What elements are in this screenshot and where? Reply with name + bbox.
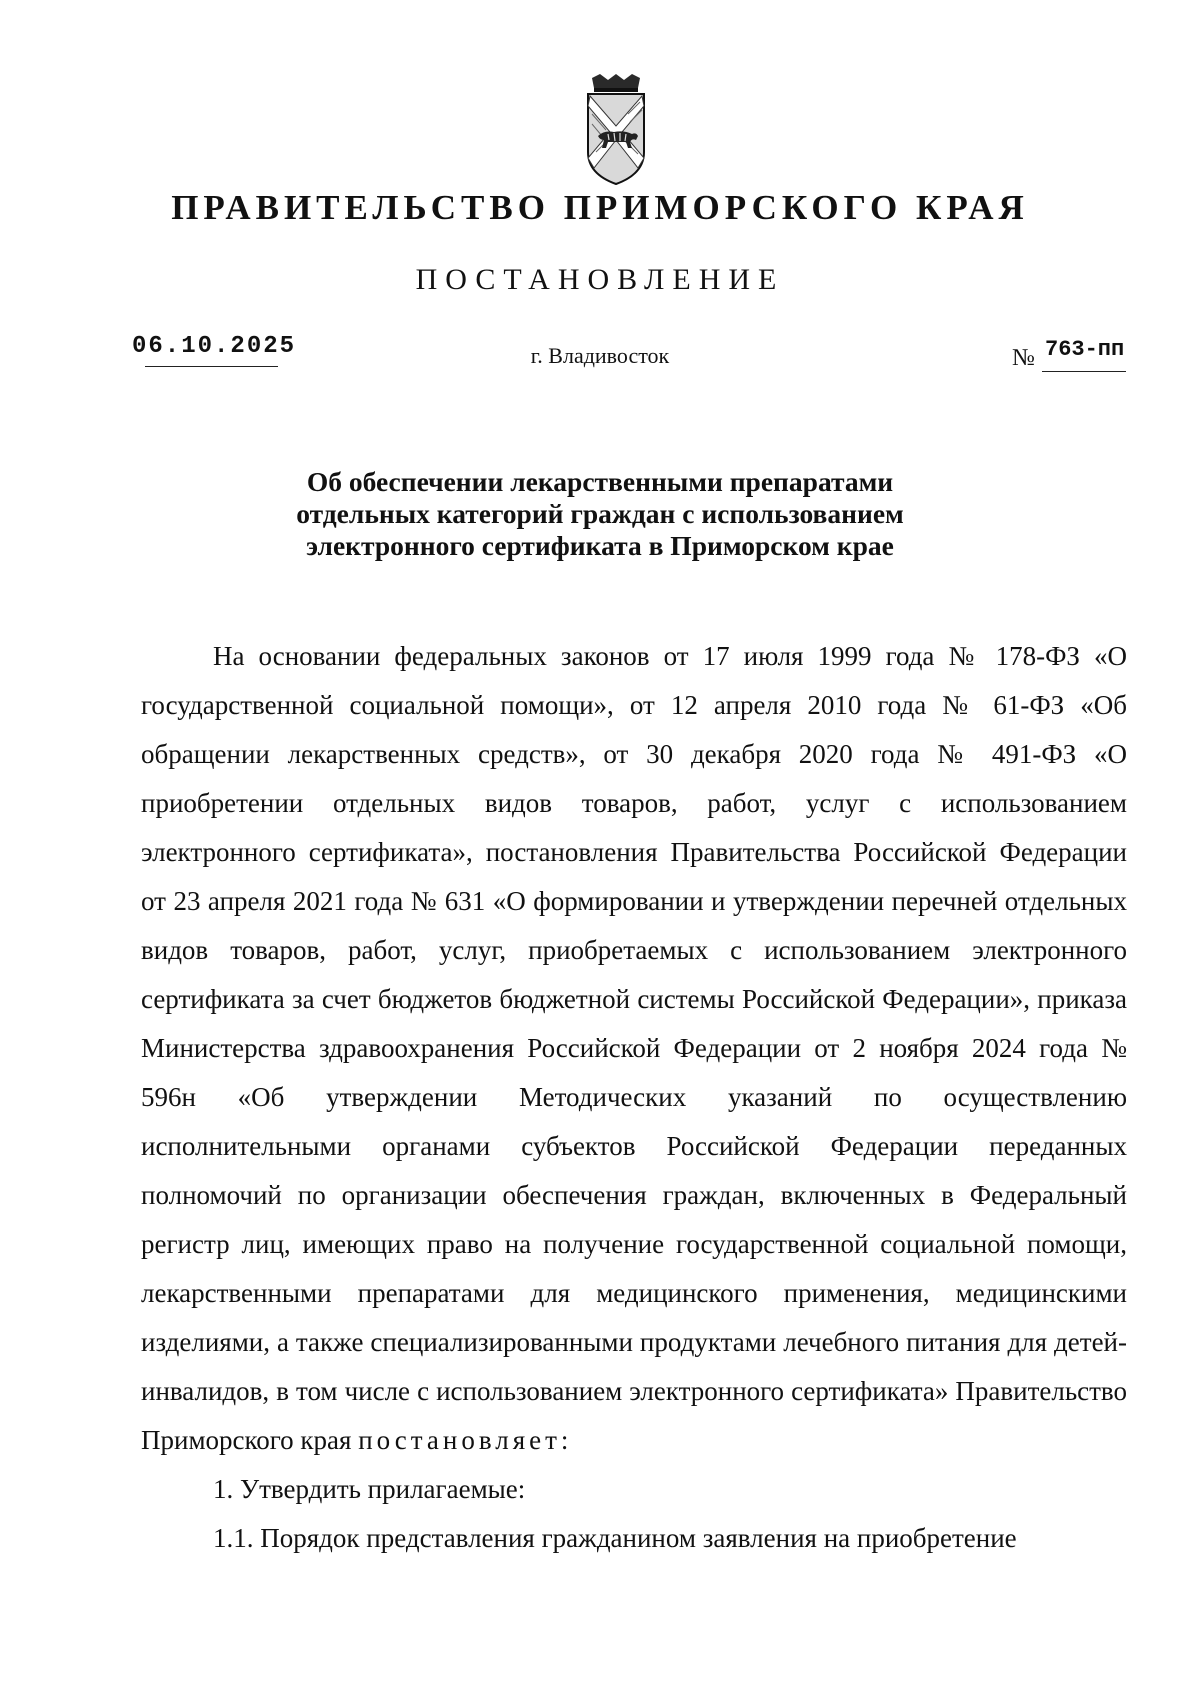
document-body bbox=[141, 632, 1127, 1563]
heading-line-1: Об обеспечении лекарственными препаратами bbox=[306, 466, 894, 497]
number-sign: № bbox=[1012, 345, 1035, 371]
resolves-word: постановляет: bbox=[358, 1425, 573, 1455]
document-date: 06.10.2025 bbox=[132, 333, 297, 360]
preamble-text: На основании федеральных законов от 17 июля 1999 года № 178-ФЗ «О государственной социальной помощи», от 12 апреля 2010 года № 61-ФЗ «Об обращении лекарственных средств», от 30 декабря 2020 года № 491-ФЗ «О приобретении отдельных видов товаров, работ, услуг с использованием электронного сертификата», постановления Правительства Российской Федерации от 23 апреля 2021 года № 631 «О формировании и утверждении перечней отдельных видов товаров, работ, услуг, приобретаемых с использованием электронного сертификата за счет бюджетов бюджетной системы Российской Федерации», приказа Министерства здравоохранения Российской Федерации от 2 ноября 2024 года № 596н «Об утверждении Методических указаний по осуществлению исполнительными органами субъектов Российской Федерации переданных полномочий по организации обеспечения граждан, включенных в Федеральный регистр лиц, имеющих право на получение государственной социальной помощи, лекарственными препаратами для медицинского применения, медицинскими изделиями, а также специализированными продуктами лечебного питания для детей-инвалидов, в том числе с использованием электронного сертификата» Правительство Приморского края bbox=[141, 641, 1127, 1455]
heading-line-3: электронного сертификата в Приморском крае bbox=[306, 530, 894, 561]
heading-line-2: отдельных категорий граждан с использованием bbox=[296, 498, 904, 529]
number-underline bbox=[1042, 371, 1126, 372]
coat-of-arms-icon bbox=[578, 74, 654, 186]
document-type: ПОСТАНОВЛЕНИЕ bbox=[415, 263, 785, 296]
document-number: 763-пп bbox=[1045, 337, 1125, 362]
document-heading bbox=[0, 466, 1200, 562]
organization-title: ПРАВИТЕЛЬСТВО ПРИМОРСКОГО КРАЯ bbox=[171, 188, 1029, 227]
document-city: г. Владивосток bbox=[530, 343, 670, 368]
preamble-paragraph bbox=[141, 632, 1127, 1465]
item-1-1-paragraph: 1.1. Порядок представления гражданином заявления на приобретение bbox=[213, 1523, 1017, 1553]
item-1-paragraph: 1. Утвердить прилагаемые: bbox=[213, 1474, 526, 1504]
